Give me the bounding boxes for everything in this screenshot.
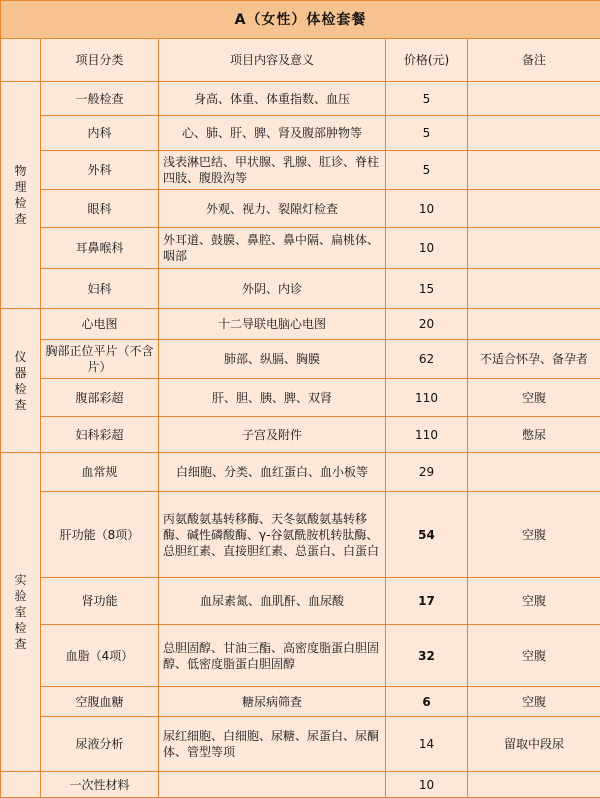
table-title: A（女性）体检套餐 [1,1,600,39]
table-row [1,717,600,772]
header-item: 项目分类 [41,39,159,82]
item-price: 110 [386,417,468,453]
table-row [1,417,600,453]
table-row [1,309,600,340]
item-note: 不适合怀孕、备孕者 [468,340,600,379]
table-row [1,578,600,625]
table-row [1,228,600,269]
table-row [1,82,600,116]
item-price: 15 [386,269,468,309]
table-row [1,340,600,379]
table-row [1,687,600,717]
item-content: 外耳道、鼓膜、鼻腔、鼻中隔、扁桃体、咽部 [159,228,386,269]
item-content: 糖尿病筛查 [159,687,386,717]
category-physical-exam: 物 理 检 查 [1,82,41,309]
table-row [1,772,600,798]
item-price: 32 [386,625,468,687]
category-lab-exam: 实 验 室 检 查 [1,453,41,772]
item-content: 白细胞、分类、血红蛋白、血小板等 [159,453,386,492]
item-content: 浅表淋巴结、甲状腺、乳腺、肛诊、脊柱四肢、腹股沟等 [159,151,386,190]
item-content [159,772,386,798]
table-row [1,190,600,228]
item-note [468,453,600,492]
item-price: 110 [386,379,468,417]
item-note: 空腹 [468,578,600,625]
item-name: 肝功能（8项） [41,492,159,578]
item-content: 肝、胆、胰、脾、双肾 [159,379,386,417]
item-name: 内科 [41,116,159,151]
item-name: 一般检查 [41,82,159,116]
item-name: 腹部彩超 [41,379,159,417]
item-note: 空腹 [468,687,600,717]
item-name: 外科 [41,151,159,190]
item-price: 5 [386,82,468,116]
item-content: 肺部、纵膈、胸膜 [159,340,386,379]
item-price: 5 [386,151,468,190]
item-name: 妇科 [41,269,159,309]
item-content: 丙氨酸氨基转移酶、天冬氨酸氨基转移酶、碱性磷酸酶、γ-谷氨酰胺机转肽酶、总胆红素、直接胆红素、总蛋白、白蛋白 [159,492,386,578]
item-note: 空腹 [468,492,600,578]
item-note [468,269,600,309]
item-content: 身高、体重、体重指数、血压 [159,82,386,116]
header-content: 项目内容及意义 [159,39,386,82]
item-price: 20 [386,309,468,340]
table-row [1,492,600,578]
item-note: 憋尿 [468,417,600,453]
table-row [1,453,600,492]
item-price: 17 [386,578,468,625]
item-price: 29 [386,453,468,492]
item-price: 14 [386,717,468,772]
item-price: 10 [386,228,468,269]
item-note [468,116,600,151]
item-content: 心、肺、肝、脾、肾及腹部肿物等 [159,116,386,151]
item-name: 一次性材料 [41,772,159,798]
header-note: 备注 [468,39,600,82]
item-note [468,151,600,190]
item-name: 血脂（4项） [41,625,159,687]
item-price: 10 [386,190,468,228]
item-price: 62 [386,340,468,379]
item-price: 6 [386,687,468,717]
item-name: 耳鼻喉科 [41,228,159,269]
item-note [468,772,600,798]
table-row [1,116,600,151]
table-row [1,625,600,687]
item-name: 血常规 [41,453,159,492]
item-note [468,190,600,228]
item-name: 胸部正位平片（不含片） [41,340,159,379]
table-row [1,379,600,417]
item-name: 眼科 [41,190,159,228]
category-empty [1,772,41,798]
table-row [1,269,600,309]
item-content: 外阴、内诊 [159,269,386,309]
item-note: 空腹 [468,625,600,687]
item-name: 尿液分析 [41,717,159,772]
table-row [1,151,600,190]
item-name: 肾功能 [41,578,159,625]
item-price: 10 [386,772,468,798]
item-content: 外观、视力、裂隙灯检查 [159,190,386,228]
item-content: 十二导联电脑心电图 [159,309,386,340]
header-category [1,39,41,82]
item-name: 妇科彩超 [41,417,159,453]
item-note [468,309,600,340]
item-note: 空腹 [468,379,600,417]
item-note: 留取中段尿 [468,717,600,772]
item-name: 心电图 [41,309,159,340]
item-content: 尿红细胞、白细胞、尿糖、尿蛋白、尿酮体、管型等项 [159,717,386,772]
item-note [468,228,600,269]
item-price: 54 [386,492,468,578]
item-content: 子宫及附件 [159,417,386,453]
header-price: 价格(元) [386,39,468,82]
category-instrument-exam: 仪 器 检 查 [1,309,41,453]
item-name: 空腹血糖 [41,687,159,717]
item-price: 5 [386,116,468,151]
item-content: 总胆固醇、甘油三酯、高密度脂蛋白胆固醇、低密度脂蛋白胆固醇 [159,625,386,687]
item-content: 血尿素氮、血肌酐、血尿酸 [159,578,386,625]
header-row [1,39,600,82]
item-note [468,82,600,116]
